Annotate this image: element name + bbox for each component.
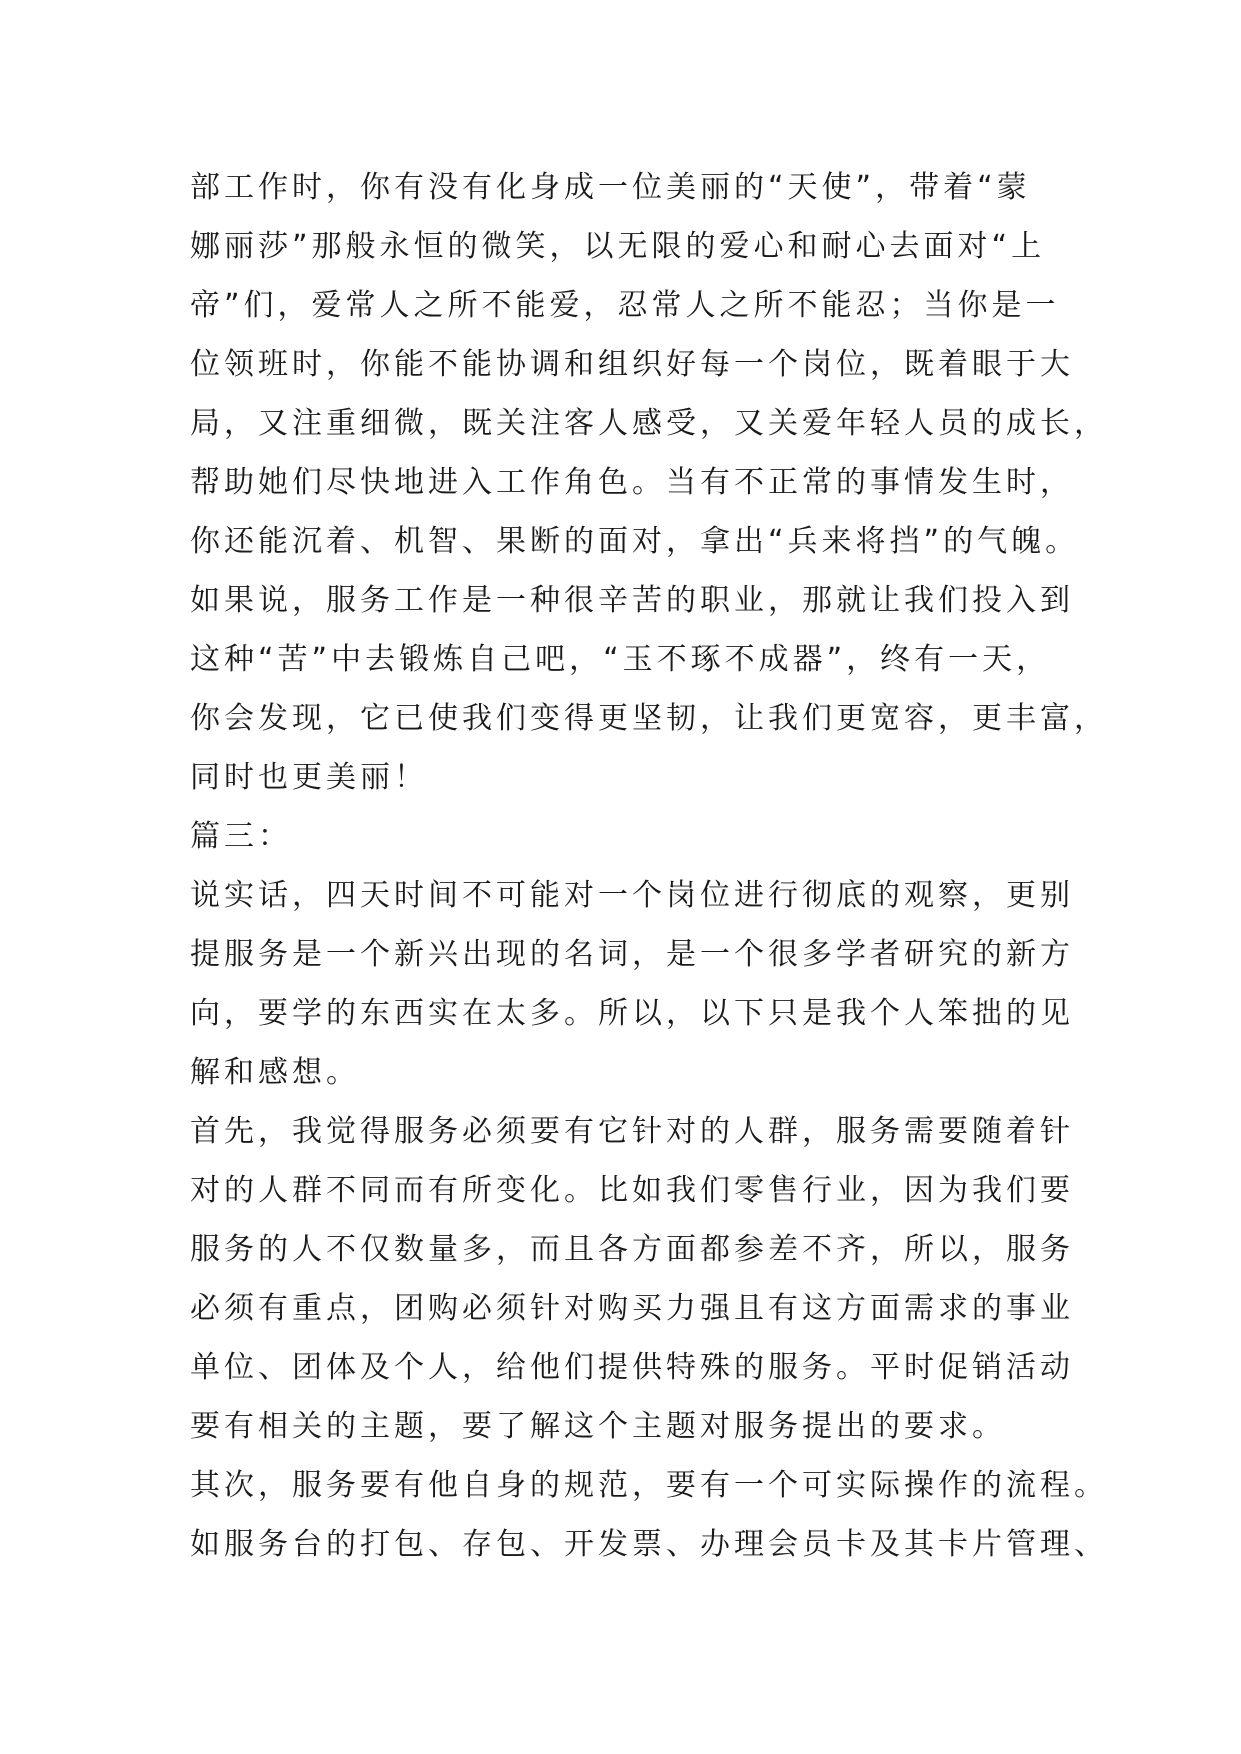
text-line: 同时也更美丽！ xyxy=(190,760,428,795)
text-line: 娜丽莎”那般永恒的微笑，以无限的爱心和耐心去面对“上 xyxy=(190,229,1046,264)
text-line: 必须有重点，团购必须针对购买力强且有这方面需求的事业 xyxy=(190,1291,1074,1326)
text-line: 提服务是一个新兴出现的名词，是一个很多学者研究的新方 xyxy=(190,937,1074,972)
text-line: 局，又注重细微，既关注客人感受，又关爱年轻人员的成长， xyxy=(190,406,1108,441)
text-line: 对的人群不同而有所变化。比如我们零售行业，因为我们要 xyxy=(190,1173,1074,1208)
text-line: 首先，我觉得服务必须要有它针对的人群，服务需要随着针 xyxy=(190,1114,1074,1149)
text-line: 这种“苦”中去锻炼自己吧，“玉不琢不成器”，终有一天， xyxy=(190,642,1051,677)
text-line: 其次，服务要有他自身的规范，要有一个可实际操作的流程。 xyxy=(190,1468,1108,1503)
text-line: 如果说，服务工作是一种很辛苦的职业，那就让我们投入到 xyxy=(190,583,1074,618)
body-text xyxy=(190,158,1108,1574)
text-line: 帮助她们尽快地进入工作角色。当有不正常的事情发生时， xyxy=(190,465,1074,500)
text-line: 要有相关的主题，要了解这个主题对服务提出的要求。 xyxy=(190,1409,1006,1444)
text-line: 位领班时，你能不能协调和组织好每一个岗位，既着眼于大 xyxy=(190,347,1074,382)
text-line: 向，要学的东西实在太多。所以，以下只是我个人笨拙的见 xyxy=(190,996,1074,1031)
text-line: 部工作时，你有没有化身成一位美丽的“天使”，带着“蒙 xyxy=(190,170,1031,205)
text-line: 单位、团体及个人，给他们提供特殊的服务。平时促销活动 xyxy=(190,1350,1074,1385)
text-line: 服务的人不仅数量多，而且各方面都参差不齐，所以，服务 xyxy=(190,1232,1074,1267)
text-line: 解和感想。 xyxy=(190,1055,360,1090)
text-line: 帝”们，爱常人之所不能爱，忍常人之所不能忍；当你是一 xyxy=(190,288,1060,323)
text-line: 说实话，四天时间不可能对一个岗位进行彻底的观察，更别 xyxy=(190,878,1074,913)
text-line: 你还能沉着、机智、果断的面对，拿出“兵来将挡”的气魄。 xyxy=(190,524,1080,559)
text-line: 你会发现，它已使我们变得更坚韧，让我们更宽容，更丰富， xyxy=(190,701,1108,736)
text-line: 如服务台的打包、存包、开发票、办理会员卡及其卡片管理、 xyxy=(190,1527,1108,1562)
section-heading: 篇三： xyxy=(190,819,292,854)
